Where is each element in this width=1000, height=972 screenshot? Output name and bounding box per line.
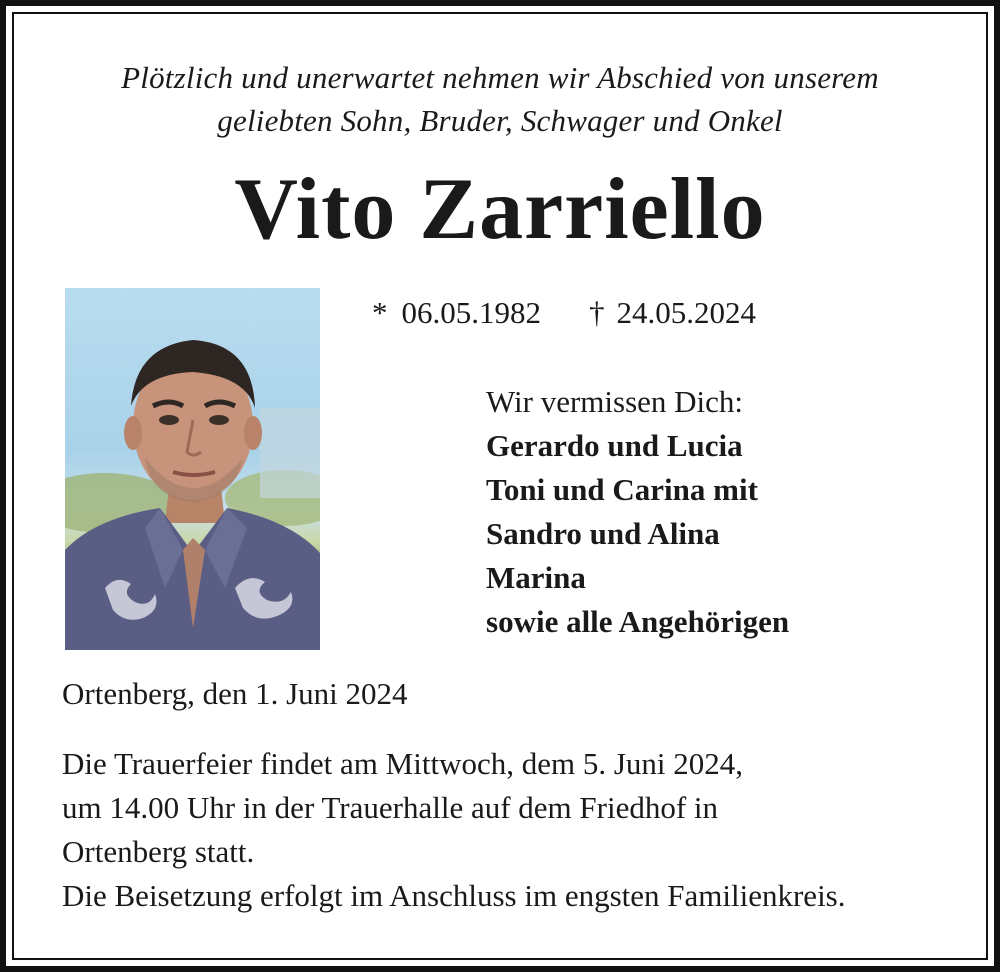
mourner-line: Gerardo und Lucia (486, 428, 743, 463)
intro-text (20, 56, 980, 142)
funeral-info-line: Die Beisetzung erfolgt im Anschluss im engsten Familienkreis. (62, 878, 846, 913)
mourners-lead: Wir vermissen Dich: (486, 384, 744, 419)
birth-symbol: * (372, 295, 388, 330)
portrait-photo (65, 288, 320, 650)
intro-line-1: Plötzlich und unerwartet nehmen wir Abschied von unserem (121, 60, 879, 95)
funeral-info-line: Die Trauerfeier findet am Mittwoch, dem 5. Juni 2024, (62, 746, 744, 781)
life-dates (372, 293, 756, 333)
death-date: 24.05.2024 (616, 295, 756, 330)
death-symbol: † (589, 295, 605, 330)
funeral-info-line: Ortenberg statt. (62, 834, 255, 869)
funeral-info (62, 742, 846, 918)
place-date: Ortenberg, den 1. Juni 2024 (62, 676, 408, 711)
deceased-name: Vito Zarriello (234, 161, 766, 258)
mourner-line: Toni und Carina mit (486, 472, 758, 507)
intro-line-2: geliebten Sohn, Bruder, Schwager und Onkel (217, 103, 783, 138)
mourner-line: Sandro und Alina (486, 516, 720, 551)
birth-date: 06.05.1982 (401, 295, 541, 330)
mourner-line: Marina (486, 560, 586, 595)
funeral-info-line: um 14.00 Uhr in der Trauerhalle auf dem Friedhof in (62, 790, 719, 825)
mourner-line: sowie alle Angehörigen (486, 604, 790, 639)
mourners-block (486, 380, 789, 644)
